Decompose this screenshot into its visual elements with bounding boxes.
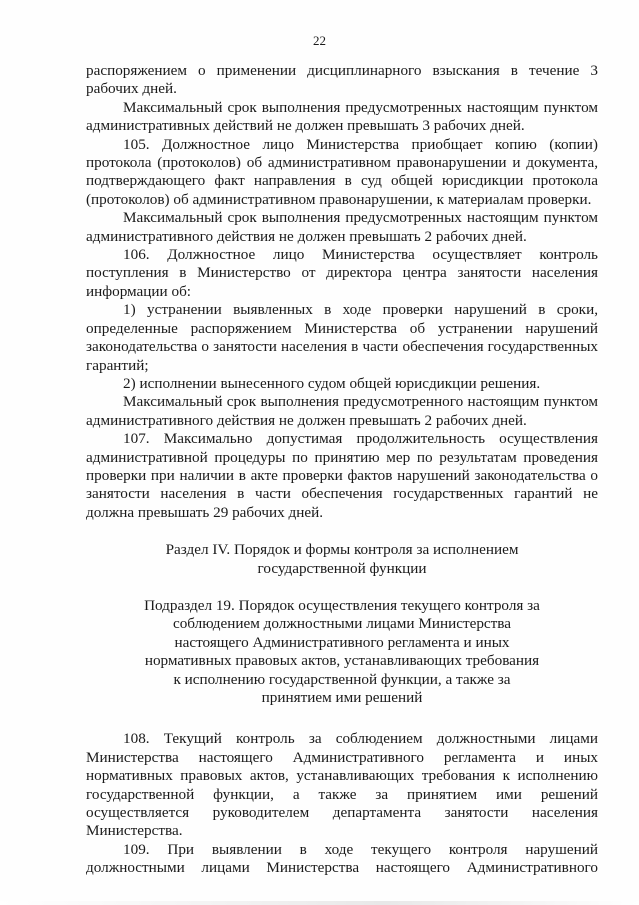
paragraph-105: 105. Должностное лицо Министерства приобщает копию (копии) протокола (протоколов) об административном правонарушении и документа, подтверждающего факт направления в суд общей юрисдикции протокола (протоколов) об административном правонарушении, к материалам проверки.: [86, 135, 598, 208]
paragraph-107: 107. Максимально допустимая продолжительность осуществления административной процедуры по принятию мер по результатам проведения проверки при наличии в акте проверки фактов нарушений законодательства о занятости населения в части обеспечения государственных гарантий не должна превышать 29 рабочих дней.: [86, 430, 598, 521]
spacer: [86, 578, 598, 597]
paragraph-continuation: распоряжением о применении дисциплинарного взыскания в течение 3 рабочих дней.: [86, 62, 598, 98]
page-number: 22: [313, 33, 326, 48]
paragraph-108: 108. Текущий контроль за соблюдением должностными лицами Министерства настоящего Административного регламента и иных нормативных правовых актов, устанавливающих требования к исполнению государственной функции, а также за принятием ими решений осуществляется руководителем департамента занятости населения Министерства.: [86, 730, 598, 840]
paragraph-106: 106. Должностное лицо Министерства осуществляет контроль поступления в Министерство от директора центра занятости населения информации об:: [86, 246, 598, 300]
spacer: [86, 707, 598, 726]
page-bottom-edge: [0, 901, 639, 905]
section-heading: Раздел IV. Порядок и формы контроля за исполнением государственной функции: [165, 541, 519, 577]
paragraph-max-term-3-days: Максимальный срок выполнения предусмотренных настоящим пунктом административных действий не должен превышать 3 рабочих дней.: [86, 98, 598, 135]
subsection-heading: Подраздел 19. Порядок осуществления текущего контроля за соблюдением должностными лицами Министерства настоящего Административного регламента и иных нормативных правовых актов, устанавливающих требования к исполнению государственной функции, а также за принятием ими решений: [144, 596, 540, 706]
list-item-2: 2) исполнении вынесенного судом общей юрисдикции решения.: [123, 374, 541, 392]
list-item-1: 1) устранении выявленных в ходе проверки нарушений в сроки, определенные распоряжением Министерства об устранении нарушений законодательства о занятости населения в части обеспечения государственных гарантий;: [86, 301, 598, 374]
paragraph-109: 109. При выявлении в ходе текущего контроля нарушений должностными лицами Министерства настоящего Административного: [86, 840, 598, 877]
spacer: [86, 522, 598, 541]
document-body: [86, 62, 598, 878]
paragraph-max-term-2-days-a: Максимальный срок выполнения предусмотренных настоящим пунктом административного действия не должен превышать 2 рабочих дней.: [86, 209, 598, 245]
paragraph-max-term-2-days-b: Максимальный срок выполнения предусмотренного настоящим пунктом административного действия не должен превышать 2 рабочих дней.: [86, 393, 598, 429]
